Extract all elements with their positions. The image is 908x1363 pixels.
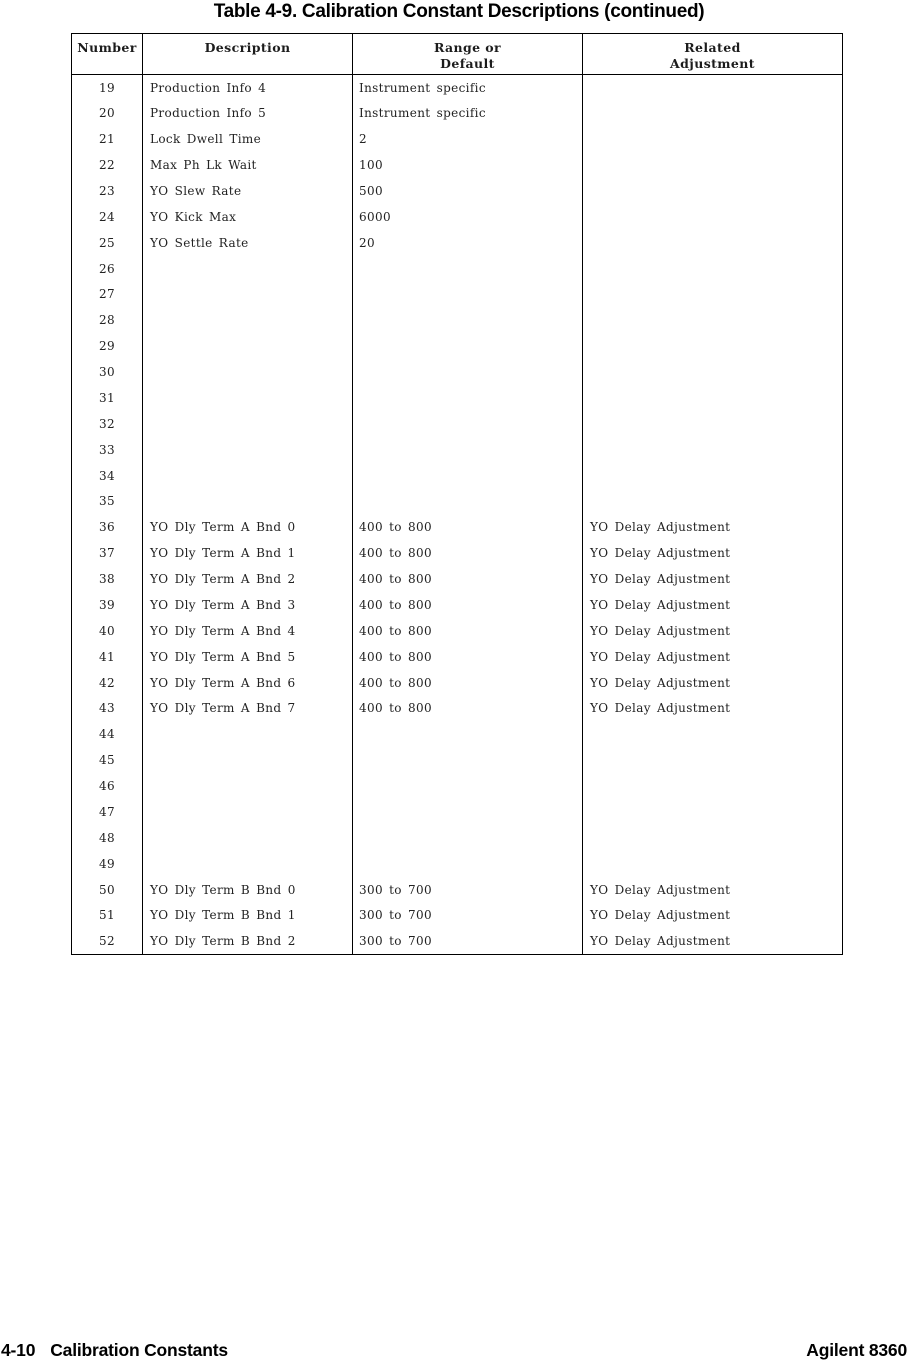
table-row — [72, 256, 843, 282]
table-row — [72, 204, 843, 230]
cell-description: YO Dly Term A Bnd 0 — [143, 514, 353, 540]
table-row — [72, 282, 843, 308]
header-label: Number — [77, 40, 137, 55]
cell-range: 300 to 700 — [353, 903, 583, 929]
cell-description: YO Dly Term A Bnd 6 — [143, 670, 353, 696]
cell-number: 22 — [99, 158, 115, 173]
cell-range — [353, 359, 583, 385]
cell-description — [143, 282, 353, 308]
cell-adjustment — [583, 75, 843, 101]
table-row — [72, 670, 843, 696]
cell-range — [353, 747, 583, 773]
cell-range: 100 — [353, 152, 583, 178]
table-row — [72, 75, 843, 101]
table-row — [72, 566, 843, 592]
table-title: Table 4-9. Calibration Constant Descriptions (continued) — [213, 1, 705, 22]
cell-adjustment — [583, 851, 843, 877]
page-footer — [0, 1340, 908, 1361]
table-row — [72, 799, 843, 825]
cell-adjustment — [583, 825, 843, 851]
table-header — [72, 34, 843, 75]
cell-description — [143, 307, 353, 333]
cell-range — [353, 721, 583, 747]
cell-adjustment — [583, 773, 843, 799]
table-row — [72, 514, 843, 540]
cell-description — [143, 256, 353, 282]
cell-description: YO Dly Term A Bnd 3 — [143, 592, 353, 618]
cell-number: 30 — [99, 365, 115, 380]
cell-description: Lock Dwell Time — [143, 126, 353, 152]
cell-number: 38 — [99, 572, 115, 587]
cell-description — [143, 799, 353, 825]
table-row — [72, 178, 843, 204]
cell-adjustment — [583, 721, 843, 747]
cell-number: 26 — [99, 261, 115, 276]
calibration-constants-table — [71, 33, 843, 955]
header-label: Range or — [433, 40, 502, 55]
cell-adjustment — [583, 256, 843, 282]
cell-description — [143, 437, 353, 463]
cell-description — [143, 721, 353, 747]
cell-description — [143, 333, 353, 359]
cell-description — [143, 463, 353, 489]
cell-description: Production Info 5 — [143, 100, 353, 126]
cell-range: Instrument specific — [353, 100, 583, 126]
cell-range: 20 — [353, 230, 583, 256]
cell-range — [353, 282, 583, 308]
table-row — [72, 359, 843, 385]
cell-adjustment: YO Delay Adjustment — [583, 618, 843, 644]
cell-description: YO Dly Term B Bnd 0 — [143, 877, 353, 903]
cell-adjustment — [583, 411, 843, 437]
cell-number: 36 — [99, 520, 115, 535]
cell-range: 300 to 700 — [353, 928, 583, 954]
cell-range: 400 to 800 — [353, 540, 583, 566]
cell-range: 300 to 700 — [353, 877, 583, 903]
cell-number: 33 — [99, 442, 115, 457]
cell-range — [353, 851, 583, 877]
cell-adjustment: YO Delay Adjustment — [583, 592, 843, 618]
cell-number: 48 — [99, 830, 115, 845]
footer-section-title: Calibration Constants — [50, 1340, 228, 1360]
table-row — [72, 928, 843, 954]
cell-description — [143, 489, 353, 515]
cell-adjustment: YO Delay Adjustment — [583, 877, 843, 903]
cell-description — [143, 411, 353, 437]
cell-description: YO Kick Max — [143, 204, 353, 230]
table-row — [72, 152, 843, 178]
cell-description — [143, 385, 353, 411]
cell-number: 29 — [99, 339, 115, 354]
header-label: Related — [684, 40, 741, 55]
cell-adjustment — [583, 489, 843, 515]
col-header-number — [72, 34, 143, 75]
cell-range: 400 to 800 — [353, 618, 583, 644]
cell-description: YO Dly Term A Bnd 7 — [143, 696, 353, 722]
cell-number: 50 — [99, 882, 115, 897]
cell-number: 20 — [99, 106, 115, 121]
cell-description — [143, 825, 353, 851]
cell-adjustment — [583, 100, 843, 126]
cell-range: 400 to 800 — [353, 514, 583, 540]
cell-description: YO Dly Term A Bnd 5 — [143, 644, 353, 670]
table-row — [72, 489, 843, 515]
table-row — [72, 644, 843, 670]
cell-number: 19 — [99, 80, 115, 95]
table-row — [72, 126, 843, 152]
cell-adjustment — [583, 463, 843, 489]
cell-description — [143, 747, 353, 773]
cell-number: 43 — [99, 701, 115, 716]
cell-number: 24 — [99, 209, 115, 224]
cell-number: 21 — [99, 132, 115, 147]
cell-description: YO Dly Term A Bnd 1 — [143, 540, 353, 566]
table-row — [72, 437, 843, 463]
cell-adjustment: YO Delay Adjustment — [583, 540, 843, 566]
table-row — [72, 721, 843, 747]
cell-range: 400 to 800 — [353, 592, 583, 618]
cell-number: 34 — [99, 468, 115, 483]
cell-adjustment — [583, 437, 843, 463]
cell-adjustment — [583, 799, 843, 825]
cell-range — [353, 307, 583, 333]
cell-adjustment — [583, 385, 843, 411]
cell-number: 47 — [99, 804, 115, 819]
cell-number: 25 — [99, 235, 115, 250]
cell-adjustment — [583, 747, 843, 773]
cell-description — [143, 359, 353, 385]
cell-range — [353, 256, 583, 282]
cell-range: 500 — [353, 178, 583, 204]
cell-number: 32 — [99, 416, 115, 431]
cell-adjustment: YO Delay Adjustment — [583, 670, 843, 696]
cell-adjustment: YO Delay Adjustment — [583, 514, 843, 540]
cell-range — [353, 799, 583, 825]
cell-adjustment — [583, 230, 843, 256]
table-row — [72, 307, 843, 333]
cell-range — [353, 411, 583, 437]
cell-adjustment — [583, 333, 843, 359]
cell-number: 35 — [99, 494, 115, 509]
cell-description: YO Settle Rate — [143, 230, 353, 256]
cell-number: 46 — [99, 779, 115, 794]
cell-adjustment — [583, 152, 843, 178]
table-row — [72, 773, 843, 799]
cell-description: YO Dly Term B Bnd 2 — [143, 928, 353, 954]
cell-number: 41 — [99, 649, 115, 664]
cell-number: 51 — [99, 908, 115, 923]
cell-number: 40 — [99, 623, 115, 638]
cell-range — [353, 385, 583, 411]
footer-brand: Agilent 8360 — [806, 1340, 907, 1360]
cell-adjustment — [583, 178, 843, 204]
cell-range: 400 to 800 — [353, 644, 583, 670]
cell-description — [143, 773, 353, 799]
header-label: Default — [440, 56, 495, 71]
cell-description: Production Info 4 — [143, 75, 353, 101]
table-row — [72, 618, 843, 644]
table-row — [72, 851, 843, 877]
cell-range: 2 — [353, 126, 583, 152]
cell-adjustment: YO Delay Adjustment — [583, 566, 843, 592]
table-row — [72, 592, 843, 618]
cell-adjustment: YO Delay Adjustment — [583, 696, 843, 722]
cell-number: 39 — [99, 597, 115, 612]
cell-number: 52 — [99, 934, 115, 949]
cell-number: 23 — [99, 183, 115, 198]
cell-adjustment — [583, 282, 843, 308]
cell-range: 400 to 800 — [353, 670, 583, 696]
cell-description: YO Slew Rate — [143, 178, 353, 204]
cell-adjustment: YO Delay Adjustment — [583, 903, 843, 929]
page-number: 4-10 — [1, 1340, 36, 1360]
cell-number: 42 — [99, 675, 115, 690]
header-label: Description — [204, 40, 291, 55]
cell-range — [353, 773, 583, 799]
table-row — [72, 696, 843, 722]
col-header-description — [143, 34, 353, 75]
cell-adjustment — [583, 307, 843, 333]
table-row — [72, 411, 843, 437]
table-row — [72, 100, 843, 126]
table-body — [72, 75, 843, 955]
cell-description: YO Dly Term A Bnd 4 — [143, 618, 353, 644]
cell-range — [353, 463, 583, 489]
table-row — [72, 903, 843, 929]
cell-adjustment: YO Delay Adjustment — [583, 644, 843, 670]
cell-range — [353, 437, 583, 463]
table-row — [72, 230, 843, 256]
cell-adjustment — [583, 204, 843, 230]
cell-description — [143, 851, 353, 877]
cell-range — [353, 489, 583, 515]
cell-range — [353, 825, 583, 851]
cell-description: Max Ph Lk Wait — [143, 152, 353, 178]
cell-number: 28 — [99, 313, 115, 328]
cell-range: 400 to 800 — [353, 696, 583, 722]
cell-range: 6000 — [353, 204, 583, 230]
cell-adjustment — [583, 359, 843, 385]
footer-left — [1, 1340, 228, 1361]
cell-range: 400 to 800 — [353, 566, 583, 592]
cell-range — [353, 333, 583, 359]
table-row — [72, 540, 843, 566]
cell-number: 49 — [99, 856, 115, 871]
cell-number: 37 — [99, 546, 115, 561]
cell-number: 45 — [99, 753, 115, 768]
cell-adjustment — [583, 126, 843, 152]
table-row — [72, 877, 843, 903]
cell-number: 27 — [99, 287, 115, 302]
table-row — [72, 747, 843, 773]
cell-number: 31 — [99, 390, 115, 405]
header-label: Adjustment — [670, 56, 755, 71]
cell-number: 44 — [99, 727, 115, 742]
col-header-related-adjustment — [583, 34, 843, 75]
cell-range: Instrument specific — [353, 75, 583, 101]
table-row — [72, 333, 843, 359]
header-row — [72, 34, 843, 75]
table-row — [72, 825, 843, 851]
col-header-range-or-default — [353, 34, 583, 75]
cell-description: YO Dly Term A Bnd 2 — [143, 566, 353, 592]
table-row — [72, 385, 843, 411]
table-row — [72, 463, 843, 489]
cell-description: YO Dly Term B Bnd 1 — [143, 903, 353, 929]
cell-adjustment: YO Delay Adjustment — [583, 928, 843, 954]
